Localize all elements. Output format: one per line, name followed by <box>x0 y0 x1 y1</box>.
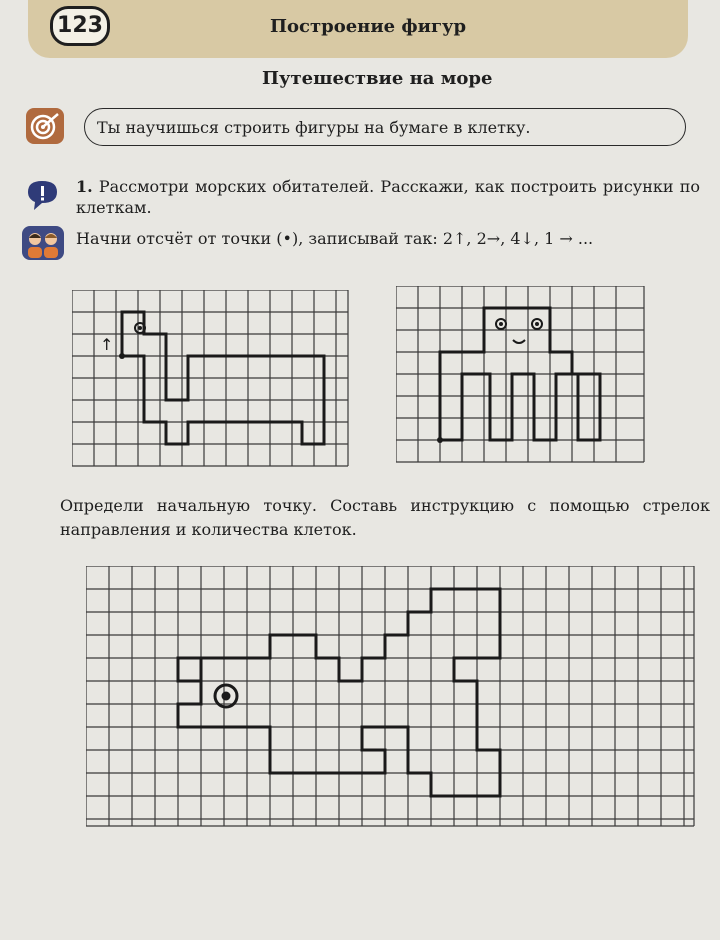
task-1-text: Рассмотри морских обитателей. Расскажи, как построить рисунки по клеткам. <box>76 177 700 217</box>
example-arrow: ↑ <box>100 335 114 354</box>
goal-box: Ты научишься строить фигуры на бумаге в клетку. <box>84 108 686 146</box>
kids-icon <box>22 226 64 260</box>
task-1-number: 1. <box>76 177 93 196</box>
mouth-icon <box>513 340 525 343</box>
page-number: 123 <box>50 6 110 46</box>
hint-text: Начни отсчёт от точки (•), записывай так: 2↑, 2→, 4↓, 1 → ... <box>76 229 594 248</box>
task-2-text: Определи начальную точку. Составь инструкцию с помощью стрелок направления и количества клеток. <box>60 496 710 539</box>
task-1 <box>76 176 700 218</box>
speech-bubble-icon <box>24 178 62 212</box>
chapter-title: Построение фигур <box>270 16 467 37</box>
exercise-grid <box>86 566 696 830</box>
example-grid-1 <box>72 290 350 468</box>
grid-lines <box>72 290 348 466</box>
lesson-title: Путешествие на море <box>262 68 493 89</box>
start-dot <box>119 353 125 359</box>
figure-outline <box>440 308 600 440</box>
example-grid-2 <box>396 286 646 466</box>
target-icon <box>26 108 64 144</box>
start-dot <box>437 437 443 443</box>
grid-lines <box>86 566 694 826</box>
